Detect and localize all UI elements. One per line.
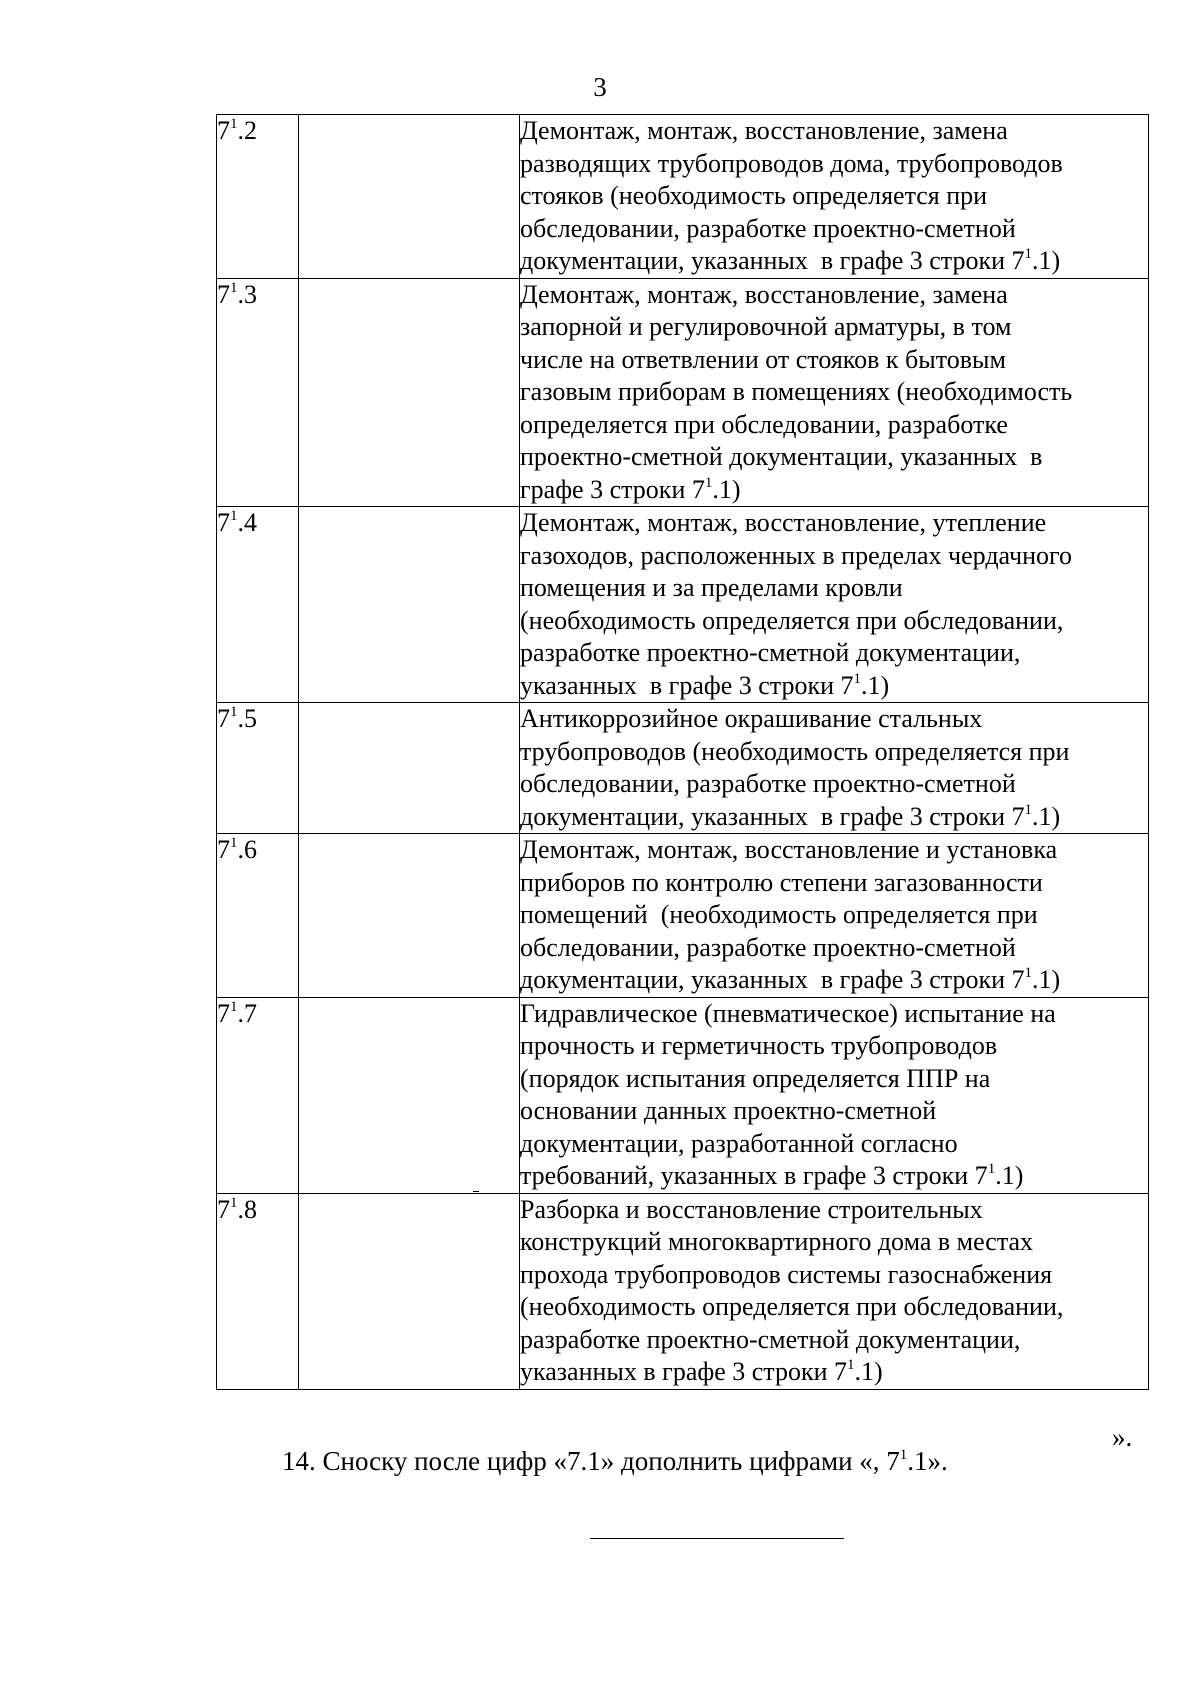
description-line: обследовании, разработке проектно-сметной bbox=[520, 213, 1016, 243]
superscript-one: 1 bbox=[230, 998, 238, 1015]
description-line: требований, указанных в графе 3 строки $7^1.1$) bbox=[520, 1161, 1024, 1190]
row-number: $7^1.8$ bbox=[217, 1193, 299, 1389]
description-line: обследовании, разработке проектно-сметной bbox=[520, 932, 1016, 962]
empty-cell bbox=[299, 834, 520, 998]
description-line: разработке проектно-сметной документации, bbox=[520, 1324, 1021, 1354]
description-line: (порядок испытания определяется ППР на bbox=[520, 1063, 991, 1093]
description-line: стояков (необходимость определяется при bbox=[520, 181, 988, 210]
amendment-table bbox=[216, 114, 1149, 1390]
row-description bbox=[520, 278, 1149, 507]
description-line: прочность и герметичность трубопроводов bbox=[520, 1031, 998, 1060]
description-line: определяется при обследовании, разработке bbox=[520, 409, 1008, 439]
table-row bbox=[217, 1193, 1149, 1389]
paragraph-14: 14. Сноску после цифр «7.1» дополнить цифрами «, $7^1.1$». bbox=[282, 1446, 948, 1476]
superscript-one: 1 bbox=[230, 279, 238, 296]
closing-quote: ». bbox=[1112, 1422, 1133, 1452]
table-body bbox=[217, 115, 1149, 1390]
superscript-one: 1 bbox=[1024, 246, 1033, 262]
description-line: запорной и регулировочной арматуры, в том bbox=[520, 312, 1012, 341]
description-line: помещения и за пределами кровли bbox=[520, 573, 903, 602]
row-number: $7^1.7$ bbox=[217, 997, 299, 1193]
description-line: Демонтаж, монтаж, восстановление, утепление bbox=[520, 508, 1047, 537]
empty-cell bbox=[299, 278, 520, 507]
description-line: Антикоррозийное окрашивание стальных bbox=[520, 704, 983, 733]
superscript-one: 1 bbox=[230, 704, 238, 720]
description-line: прохода трубопроводов системы газоснабжения bbox=[520, 1259, 1053, 1289]
table-row bbox=[217, 703, 1149, 834]
row-description bbox=[520, 703, 1149, 834]
description-line: газоходов, расположенных в пределах чердачного bbox=[520, 540, 1073, 570]
page-number: 3 bbox=[593, 72, 607, 102]
superscript-one: 1 bbox=[1024, 801, 1033, 818]
description-line: (необходимость определяется при обследовании, bbox=[520, 1292, 1064, 1321]
superscript-one: 1 bbox=[230, 835, 238, 851]
description-line: газовым приборам в помещениях (необходимость bbox=[520, 377, 1073, 406]
row-number: $7^1.6$ bbox=[217, 834, 299, 998]
table-row bbox=[217, 507, 1149, 703]
row-description bbox=[520, 1193, 1149, 1389]
description-line: проектно-сметной документации, указанных в bbox=[520, 442, 1043, 471]
row-description bbox=[520, 997, 1149, 1193]
empty-cell bbox=[299, 997, 520, 1193]
superscript-one: 1 bbox=[230, 508, 238, 524]
description-line: Демонтаж, монтаж, восстановление, замена bbox=[520, 116, 1008, 145]
description-line: разводящих трубопроводов дома, трубопроводов bbox=[520, 148, 1063, 178]
description-line: Демонтаж, монтаж, восстановление и установка bbox=[520, 835, 1058, 864]
row-number: $7^1.4$ bbox=[217, 507, 299, 703]
description-line: конструкций многоквартирного дома в местах bbox=[520, 1227, 1034, 1256]
superscript-one: 1 bbox=[899, 1447, 908, 1463]
row-number: $7^1.3$ bbox=[217, 278, 299, 507]
superscript-one: 1 bbox=[987, 1161, 996, 1177]
empty-cell bbox=[299, 1193, 520, 1389]
description-line: указанных в графе 3 строки $7^1.1$) bbox=[520, 1357, 883, 1386]
description-line: Демонтаж, монтаж, восстановление, замена bbox=[520, 279, 1008, 309]
description-line: помещений (необходимость определяется при bbox=[520, 900, 1038, 929]
stray-mark bbox=[473, 1191, 479, 1192]
description-line: приборов по контролю степени загазованности bbox=[520, 867, 1043, 897]
description-line: обследовании, разработке проектно-сметной bbox=[520, 769, 1016, 798]
table-row bbox=[217, 997, 1149, 1193]
table-row bbox=[217, 834, 1149, 998]
row-number: $7^1.5$ bbox=[217, 703, 299, 834]
description-line: числе на ответвлении от стояков к бытовым bbox=[520, 344, 1006, 374]
description-line: (необходимость определяется при обследовании, bbox=[520, 605, 1064, 635]
row-description bbox=[520, 115, 1149, 279]
description-line: документации, указанных в графе 3 строки $7^1.1$) bbox=[520, 965, 1061, 994]
description-line: документации, указанных в графе 3 строки $7^1.1$) bbox=[520, 246, 1061, 275]
end-rule bbox=[590, 1538, 844, 1539]
superscript-one: 1 bbox=[847, 1357, 855, 1373]
row-description bbox=[520, 834, 1149, 998]
row-description bbox=[520, 507, 1149, 703]
description-line: указанных в графе 3 строки $7^1.1$) bbox=[520, 670, 890, 700]
empty-cell bbox=[299, 703, 520, 834]
description-line: Разборка и восстановление строительных bbox=[520, 1194, 983, 1224]
description-line: разработке проектно-сметной документации, bbox=[520, 638, 1021, 667]
superscript-one: 1 bbox=[704, 474, 713, 491]
description-line: графе 3 строки $7^1.1$) bbox=[520, 474, 741, 504]
superscript-one: 1 bbox=[1024, 965, 1033, 981]
table-row bbox=[217, 115, 1149, 279]
description-line: документации, указанных в графе 3 строки $7^1.1$) bbox=[520, 801, 1061, 831]
row-number: $7^1.2$ bbox=[217, 115, 299, 279]
empty-cell bbox=[299, 115, 520, 279]
superscript-one: 1 bbox=[853, 670, 862, 687]
description-line: документации, разработанной согласно bbox=[520, 1128, 958, 1158]
table-row bbox=[217, 278, 1149, 507]
description-line: Гидравлическое (пневматическое) испытание на bbox=[520, 998, 1056, 1028]
description-line: трубопроводов (необходимость определяется при bbox=[520, 736, 1070, 766]
superscript-one: 1 bbox=[230, 116, 238, 132]
description-line: основании данных проектно-сметной bbox=[520, 1096, 937, 1125]
superscript-one: 1 bbox=[230, 1194, 238, 1211]
empty-cell bbox=[299, 507, 520, 703]
